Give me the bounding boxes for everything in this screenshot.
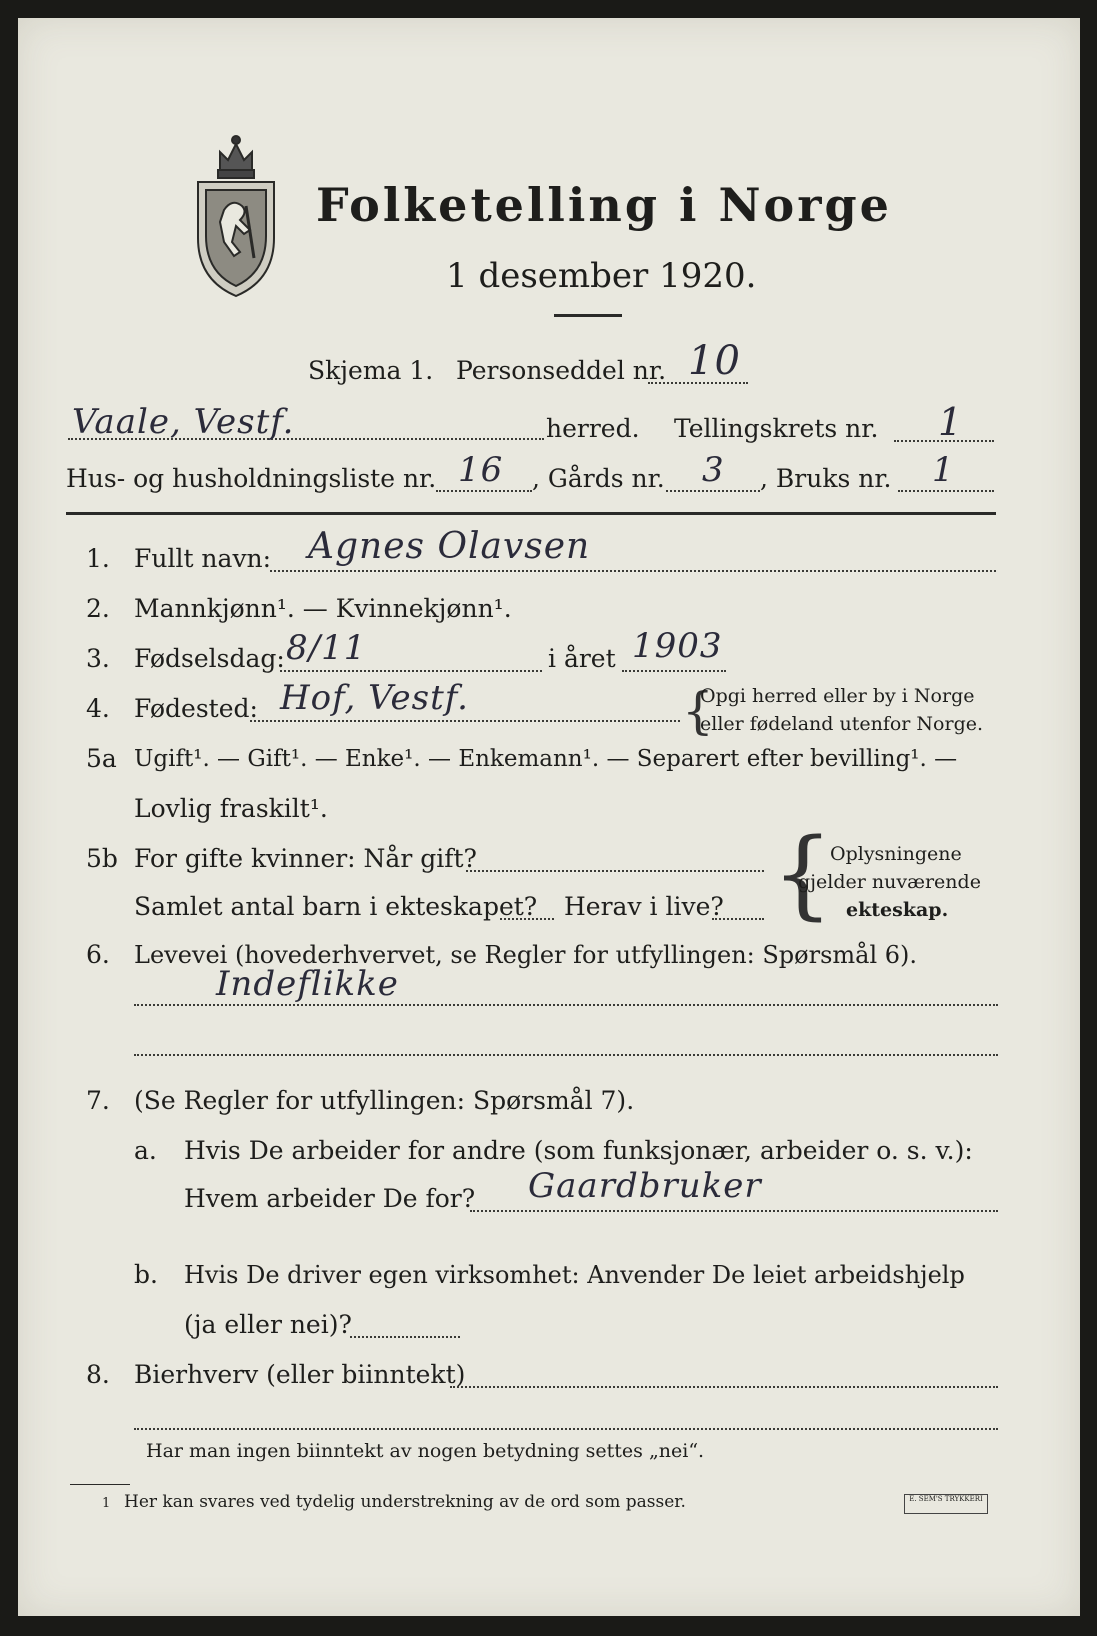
q3-label: Fødselsdag:: [134, 644, 285, 673]
hus-line: [436, 490, 532, 492]
q1-full-name-value[interactable]: Agnes Olavsen: [308, 526, 591, 567]
q3-day-line: [280, 670, 542, 672]
printer-mark: E. SEM'S TRYKKERI: [904, 1494, 988, 1514]
q2-number: 2.: [86, 594, 110, 623]
q1-number: 1.: [86, 544, 110, 573]
q5b-alive-line: [712, 918, 764, 920]
q7-label: (Se Regler for utfyllingen: Spørsmål 7).: [134, 1086, 635, 1115]
herred-value[interactable]: Vaale, Vestf.: [72, 402, 295, 442]
q6-number: 6.: [86, 940, 110, 969]
q2-sex-options: Mannkjønn¹. — Kvinnekjønn¹.: [134, 594, 512, 623]
q8-note: Har man ingen biinntekt av nogen betydning settes „nei“.: [146, 1440, 705, 1462]
q5b-when-married-line: [466, 870, 764, 872]
personseddel-value[interactable]: 10: [688, 338, 741, 384]
q6-line1: [134, 1004, 998, 1006]
q7a-employer-value[interactable]: Gaardbruker: [528, 1166, 762, 1206]
q3-number: 3.: [86, 644, 110, 673]
q6-line2: [134, 1054, 998, 1056]
personseddel-label: Personseddel nr.: [456, 356, 667, 385]
q7b-yes-no-label: (ja eller nei)?: [184, 1310, 352, 1339]
gards-value[interactable]: 3: [702, 450, 725, 490]
hus-value[interactable]: 16: [458, 450, 504, 490]
bruks-line: [898, 490, 994, 492]
q4-note-line2: eller fødeland utenfor Norge.: [700, 713, 984, 735]
footnote-text: Her kan svares ved tydelig understrekning av de ord som passer.: [124, 1492, 686, 1512]
bruks-label: , Bruks nr.: [760, 464, 892, 493]
q5b-children-label: Samlet antal barn i ekteskapet?: [134, 892, 538, 921]
q6-occupation-value[interactable]: Indeflikke: [216, 964, 399, 1004]
q3-year-line: [622, 670, 726, 672]
hus-label: Hus- og husholdningsliste nr.: [66, 464, 437, 493]
census-date: 1 desember 1920.: [446, 256, 757, 296]
skjema-label: Skjema 1.: [308, 356, 434, 385]
q1-line: [270, 570, 996, 572]
norway-coat-of-arms-icon: [190, 130, 282, 300]
q3-year-label: i året: [548, 644, 616, 673]
q4-line: [250, 720, 680, 722]
q7b-yes-no-line: [350, 1336, 460, 1338]
q7b-line1: Hvis De driver egen virksomhet: Anvender De leiet arbeidshjelp: [184, 1261, 965, 1289]
bruks-value[interactable]: 1: [932, 450, 955, 490]
q3-birthday-value[interactable]: 8/11: [286, 628, 367, 668]
header-separator: [66, 512, 996, 515]
q7a-line1: Hvis De arbeider for andre (som funksjonær, arbeider o. s. v.):: [184, 1136, 973, 1165]
title-divider: [554, 314, 622, 317]
q5a-status-options: Ugift¹. — Gift¹. — Enke¹. — Enkemann¹. — Separert efter bevilling¹. —: [134, 746, 958, 772]
q7a-employer-line: [470, 1210, 998, 1212]
q4-label: Fødested:: [134, 694, 258, 723]
q1-label: Fullt navn:: [134, 544, 272, 573]
q5b-brace: {: [772, 818, 834, 930]
q7a-employer-label: Hvem arbeider De for?: [184, 1184, 476, 1213]
census-form-sheet: [18, 18, 1080, 1616]
q5a-number: 5a: [86, 744, 117, 773]
form-title: Folketelling i Norge: [316, 178, 892, 232]
q5b-alive-label: Herav i live?: [564, 892, 724, 921]
q7-number: 7.: [86, 1086, 110, 1115]
q4-birthplace-value[interactable]: Hof, Vestf.: [280, 678, 469, 718]
q5b-note-line1: Oplysningene: [830, 843, 962, 865]
q5a-status-options-cont: Lovlig fraskilt¹.: [134, 794, 328, 823]
q8-line1: [450, 1386, 998, 1388]
q5b-note-line3: ekteskap.: [846, 899, 949, 921]
q7a-letter: a.: [134, 1136, 157, 1165]
herred-label: herred.: [546, 414, 640, 443]
q8-line2: [134, 1428, 998, 1430]
q5b-children-line: [500, 918, 554, 920]
gards-label: , Gårds nr.: [532, 464, 665, 493]
q8-label: Bierhverv (eller biinntekt): [134, 1360, 466, 1389]
q4-brace: {: [682, 682, 714, 740]
q4-note-line1: Opgi herred eller by i Norge: [700, 685, 975, 707]
footnote-rule: [70, 1484, 130, 1485]
q3-year-value[interactable]: 1903: [632, 626, 723, 666]
q8-number: 8.: [86, 1360, 110, 1389]
q5b-when-married-label: For gifte kvinner: Når gift?: [134, 844, 477, 873]
footnote-mark: 1: [102, 1496, 111, 1511]
q5b-number: 5b: [86, 844, 118, 873]
tellingskrets-label: Tellingskrets nr.: [674, 414, 879, 443]
q4-number: 4.: [86, 694, 110, 723]
q6-label: Levevei (hovederhvervet, se Regler for utfyllingen: Spørsmål 6).: [134, 941, 918, 969]
gards-line: [666, 490, 760, 492]
q5b-note-line2: gjelder nuværende: [798, 871, 981, 893]
q7b-letter: b.: [134, 1260, 158, 1289]
tellingskrets-value[interactable]: 1: [938, 400, 964, 444]
